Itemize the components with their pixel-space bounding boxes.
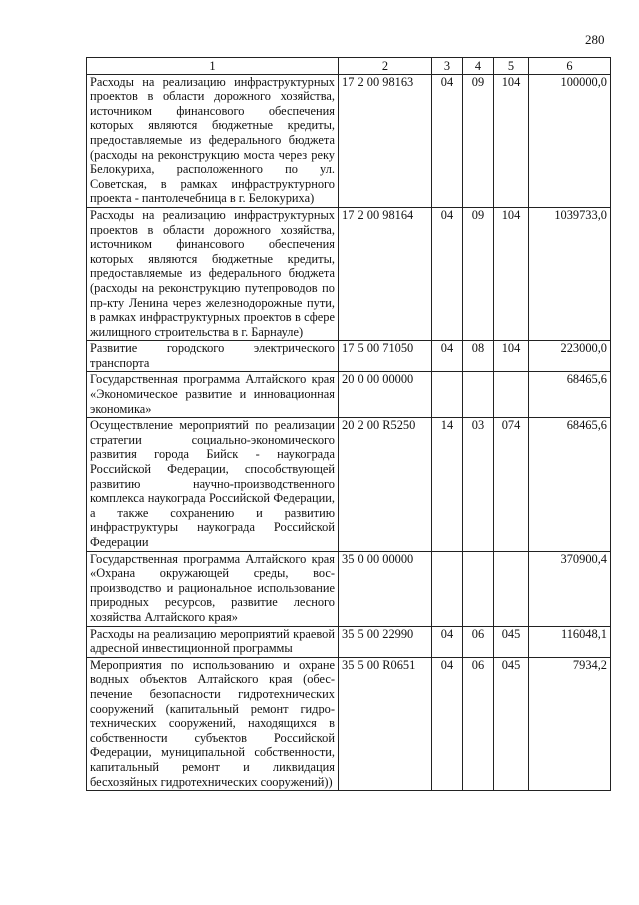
expense-type-code	[494, 551, 529, 626]
column-header-6: 6	[529, 58, 611, 75]
target-article-code: 17 2 00 98163	[339, 74, 432, 207]
column-header-1: 1	[87, 58, 339, 75]
table-row	[87, 657, 611, 790]
amount: 100000,0	[529, 74, 611, 207]
section-code: 04	[432, 341, 463, 372]
expense-name: Осуществление мероприятий по реализации стратегии социально-экономического развития города Бийск - наукограда Российской Федерации, способствующей развитию научно-производственного комплекса наукограда Российской Федерации, а также сохранению и развитию инфраструктуры наукограда Российской Федерации	[87, 418, 339, 551]
expense-type-code: 045	[494, 657, 529, 790]
expense-type-code: 074	[494, 418, 529, 551]
target-article-code: 17 2 00 98164	[339, 207, 432, 340]
expense-name: Развитие городского электрического транспорта	[87, 341, 339, 372]
subsection-code: 06	[463, 626, 494, 657]
table-row	[87, 207, 611, 340]
section-code	[432, 372, 463, 418]
section-code: 04	[432, 626, 463, 657]
column-header-3: 3	[432, 58, 463, 75]
expense-type-code: 104	[494, 207, 529, 340]
expense-type-code: 104	[494, 74, 529, 207]
page-number: 280	[585, 32, 605, 47]
amount: 1039733,0	[529, 207, 611, 340]
amount: 7934,2	[529, 657, 611, 790]
target-article-code: 20 2 00 R5250	[339, 418, 432, 551]
column-header-2: 2	[339, 58, 432, 75]
expense-name: Расходы на реализацию инфраструктурных проектов в области дорожного хозяйства, источником финансового обеспечения которых являются бюджетные кредиты, предоставляемые из федерального бюджета (расходы на реконструкцию моста через реку Белокуриха, расположенного по ул. Советская, в рамках инфраструктурного проекта - пантолечебница в г. Белокуриха)	[87, 74, 339, 207]
target-article-code: 17 5 00 71050	[339, 341, 432, 372]
subsection-code: 09	[463, 207, 494, 340]
amount: 223000,0	[529, 341, 611, 372]
section-code	[432, 551, 463, 626]
table-row	[87, 372, 611, 418]
budget-table	[86, 57, 611, 791]
subsection-code	[463, 551, 494, 626]
section-code: 04	[432, 207, 463, 340]
expense-name: Государственная программа Алтайского края «Охрана окружающей среды, воспроизводство и рациональное использование природных ресурсов, развитие лесного хозяйства Алтайского края»	[87, 551, 339, 626]
expense-type-code: 104	[494, 341, 529, 372]
section-code: 04	[432, 657, 463, 790]
table-header-row	[87, 58, 611, 75]
table-row	[87, 551, 611, 626]
amount: 68465,6	[529, 372, 611, 418]
table-row	[87, 626, 611, 657]
amount: 116048,1	[529, 626, 611, 657]
subsection-code: 08	[463, 341, 494, 372]
subsection-code: 06	[463, 657, 494, 790]
column-header-5: 5	[494, 58, 529, 75]
expense-name: Мероприятия по использованию и охране водных объектов Алтайского края (обеспечение безопасности гидротехнических сооружений (капитальный ремонт гидротехнических сооружений, находящихся в собственности субъектов Российской Федерации, муниципальной собственности, капитальный ремонт и ликвидация бесхозяйных гидротехнических сооружений))	[87, 657, 339, 790]
expense-type-code: 045	[494, 626, 529, 657]
expense-type-code	[494, 372, 529, 418]
table-row	[87, 418, 611, 551]
expense-name: Государственная программа Алтайского края «Экономическое развитие и инновационная экономика»	[87, 372, 339, 418]
subsection-code	[463, 372, 494, 418]
table-row	[87, 341, 611, 372]
subsection-code: 03	[463, 418, 494, 551]
amount: 68465,6	[529, 418, 611, 551]
section-code: 14	[432, 418, 463, 551]
target-article-code: 35 5 00 R0651	[339, 657, 432, 790]
target-article-code: 20 0 00 00000	[339, 372, 432, 418]
subsection-code: 09	[463, 74, 494, 207]
column-header-4: 4	[463, 58, 494, 75]
expense-name: Расходы на реализацию инфраструктурных проектов в области дорожного хозяйства, источником финансового обеспечения которых являются бюджетные кредиты, предоставляемые из федерального бюджета (расходы на реконструкцию путепроводов по пр-кту Ленина через железнодорожные пути, в рамках инфраструктурных проектов в сфере жилищного строительства в г. Барнауле)	[87, 207, 339, 340]
section-code: 04	[432, 74, 463, 207]
target-article-code: 35 5 00 22990	[339, 626, 432, 657]
table-row	[87, 74, 611, 207]
expense-name: Расходы на реализацию мероприятий краевой адресной инвестиционной программы	[87, 626, 339, 657]
amount: 370900,4	[529, 551, 611, 626]
target-article-code: 35 0 00 00000	[339, 551, 432, 626]
